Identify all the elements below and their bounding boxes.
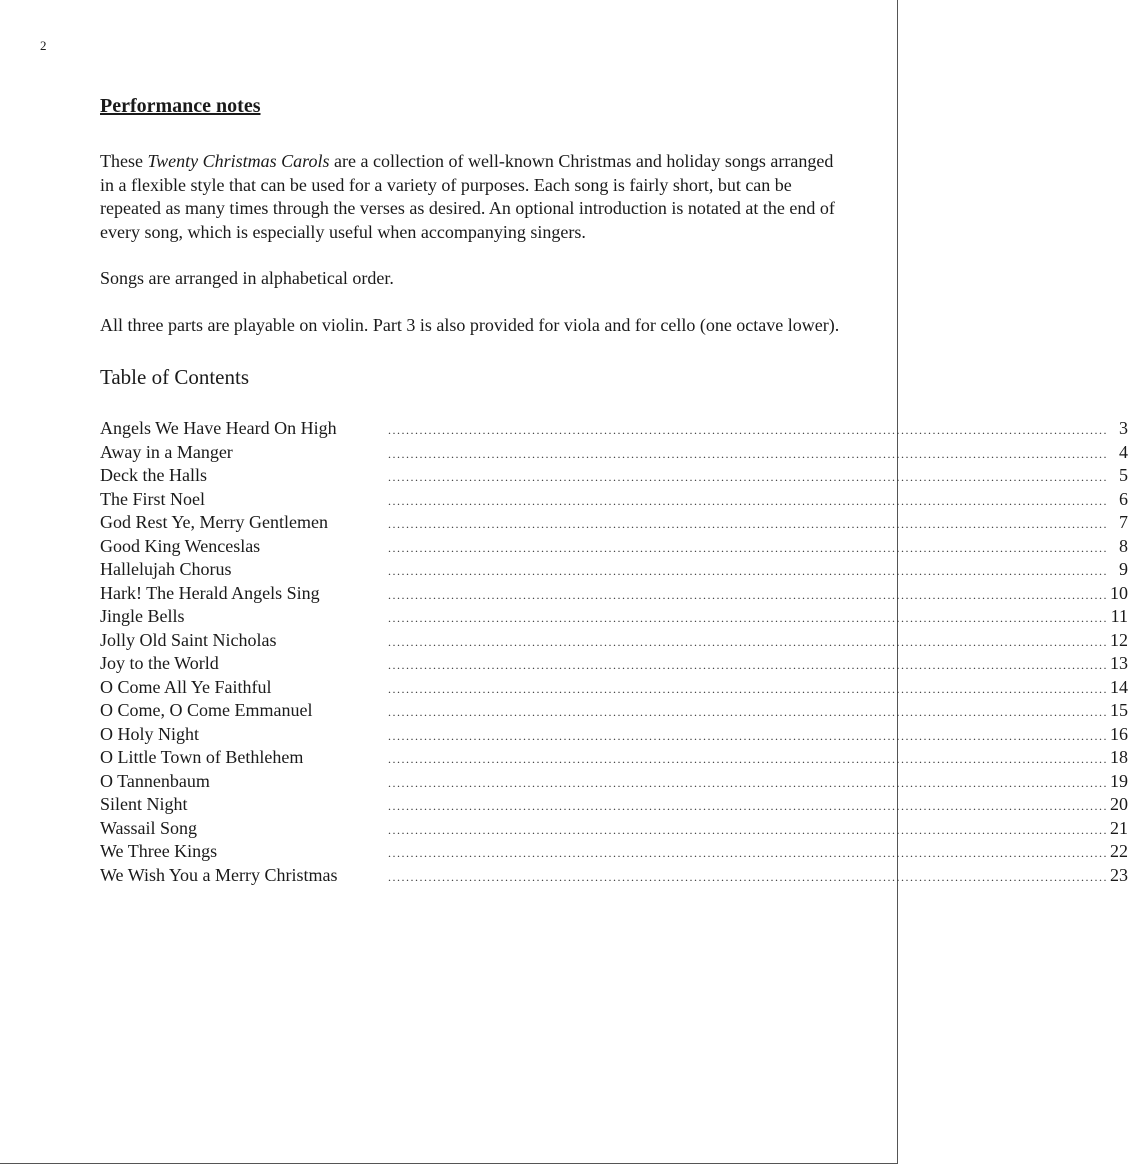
toc-entry <box>100 864 1128 888</box>
toc-entry-page: 3 <box>1119 418 1128 438</box>
toc-entry <box>100 417 1128 441</box>
toc-entry <box>100 699 1128 723</box>
toc-entry-leader <box>388 723 1128 749</box>
page-number: 2 <box>40 38 47 53</box>
toc-entry <box>100 464 1128 488</box>
toc-entry-title: Deck the Halls <box>100 465 207 485</box>
page-content <box>100 92 1128 887</box>
toc-entry-leader <box>388 676 1128 702</box>
toc-entry-page: 18 <box>1110 747 1128 767</box>
toc-entry-leader <box>388 535 1128 561</box>
toc-entry-page: 9 <box>1119 559 1128 579</box>
toc-entry-title: O Come, O Come Emmanuel <box>100 700 313 720</box>
toc-entry-title: Wassail Song <box>100 817 198 838</box>
toc-entry <box>100 582 1128 606</box>
toc-entry-title: Silent Night <box>100 794 188 814</box>
parts-paragraph: All three parts are playable on violin. Part 3 is also provided for viola and for cello (one octave lower). <box>100 314 840 335</box>
performance-notes-heading: Performance notes <box>100 95 261 117</box>
toc-entry-title: Angels We Have Heard On High <box>100 418 337 438</box>
toc-entry-leader <box>388 864 1128 890</box>
toc-entry-leader <box>388 464 1128 490</box>
toc-entry <box>100 558 1128 582</box>
table-of-contents <box>100 417 1128 887</box>
dot-leader: ................................................................................................................................................................ <box>388 587 1108 602</box>
toc-entry <box>100 723 1128 747</box>
toc-entry <box>100 676 1128 700</box>
collection-title: Twenty Christmas Carols <box>147 151 330 171</box>
toc-entry-leader <box>388 817 1128 843</box>
toc-entry-page: 6 <box>1119 488 1128 509</box>
dot-leader: ................................................................................................................................................................ <box>388 540 1108 555</box>
toc-entry-title: Hark! The Herald Angels Sing <box>100 582 320 603</box>
toc-entry-page: 23 <box>1110 864 1128 885</box>
toc-entry <box>100 441 1128 465</box>
toc-entry-leader <box>388 770 1128 796</box>
toc-entry <box>100 488 1128 512</box>
toc-entry-page: 16 <box>1110 723 1128 744</box>
dot-leader: ................................................................................................................................................................ <box>388 446 1108 461</box>
toc-entry-leader <box>388 699 1128 725</box>
toc-entry-page: 22 <box>1110 841 1128 861</box>
toc-entry <box>100 652 1128 676</box>
dot-leader: ................................................................................................................................................................ <box>388 493 1108 508</box>
toc-entry-leader <box>388 441 1128 467</box>
toc-entry-leader <box>388 417 1128 443</box>
intro-paragraph <box>100 150 840 244</box>
toc-entry-page: 15 <box>1110 700 1128 720</box>
dot-leader: ................................................................................................................................................................ <box>388 799 1108 813</box>
dot-leader: ................................................................................................................................................................ <box>388 658 1108 672</box>
toc-entry-leader <box>388 511 1128 537</box>
toc-entry-title: Good King Wenceslas <box>100 535 261 556</box>
toc-entry <box>100 605 1128 629</box>
dot-leader: ................................................................................................................................................................ <box>388 423 1108 437</box>
toc-entry-page: 5 <box>1119 465 1128 485</box>
toc-entry-page: 20 <box>1110 794 1128 814</box>
dot-leader: ................................................................................................................................................................ <box>388 752 1108 766</box>
toc-entry-leader <box>388 558 1128 584</box>
dot-leader: ................................................................................................................................................................ <box>388 634 1108 649</box>
intro-text-start: These <box>100 151 148 171</box>
dot-leader: ................................................................................................................................................................ <box>388 728 1108 743</box>
toc-entry <box>100 511 1128 535</box>
toc-entry <box>100 840 1128 864</box>
order-paragraph: Songs are arranged in alphabetical order. <box>100 268 394 288</box>
dot-leader: ................................................................................................................................................................ <box>388 611 1108 625</box>
toc-entry-title: Jolly Old Saint Nicholas <box>100 629 277 650</box>
toc-entry <box>100 535 1128 559</box>
toc-entry <box>100 793 1128 817</box>
toc-entry-title: Away in a Manger <box>100 441 233 462</box>
toc-entry-page: 8 <box>1119 535 1128 556</box>
toc-entry-title: God Rest Ye, Merry Gentlemen <box>100 512 328 532</box>
toc-entry-leader <box>388 746 1128 772</box>
toc-entry-title: Jingle Bells <box>100 606 185 626</box>
toc-entry-title: We Three Kings <box>100 841 218 861</box>
dot-leader: ................................................................................................................................................................ <box>388 564 1108 578</box>
toc-entry-page: 19 <box>1110 770 1128 791</box>
toc-entry-title: We Wish You a Merry Christmas <box>100 864 338 885</box>
toc-entry-leader <box>388 605 1128 631</box>
toc-entry-page: 21 <box>1110 817 1128 838</box>
toc-entry <box>100 770 1128 794</box>
toc-entry-title: Joy to the World <box>100 653 219 673</box>
toc-entry-title: The First Noel <box>100 488 205 509</box>
toc-entry-page: 12 <box>1110 629 1128 650</box>
toc-entry <box>100 629 1128 653</box>
toc-entry-leader <box>388 652 1128 678</box>
dot-leader: ................................................................................................................................................................ <box>388 846 1108 860</box>
dot-leader: ................................................................................................................................................................ <box>388 822 1108 837</box>
intro-text-rest: are a collection of well-known Christmas and holiday songs arranged in a flexible style that can be used for a variety of purposes. Each song is fairly short, but can be repeated as many times through the verses as desired. An optional introduction is notated at the end of every song, which is especially useful when accompanying singers. <box>100 151 835 242</box>
toc-entry-title: O Tannenbaum <box>100 770 210 791</box>
toc-entry-page: 4 <box>1119 441 1128 462</box>
toc-entry-title: Hallelujah Chorus <box>100 559 232 579</box>
toc-entry-leader <box>388 840 1128 866</box>
toc-entry-page: 7 <box>1119 512 1128 532</box>
dot-leader: ................................................................................................................................................................ <box>388 869 1108 884</box>
toc-heading: Table of Contents <box>100 365 249 389</box>
toc-entry <box>100 746 1128 770</box>
toc-entry-leader <box>388 582 1128 608</box>
toc-entry-page: 13 <box>1110 653 1128 673</box>
toc-entry-leader <box>388 629 1128 655</box>
toc-entry-title: O Come All Ye Faithful <box>100 676 272 697</box>
toc-entry-leader <box>388 793 1128 819</box>
toc-entry-title: O Little Town of Bethlehem <box>100 747 304 767</box>
toc-entry <box>100 817 1128 841</box>
toc-entry-leader <box>388 488 1128 514</box>
dot-leader: ................................................................................................................................................................ <box>388 517 1108 531</box>
toc-entry-page: 11 <box>1110 606 1128 626</box>
dot-leader: ................................................................................................................................................................ <box>388 775 1108 790</box>
dot-leader: ................................................................................................................................................................ <box>388 681 1108 696</box>
toc-entry-page: 14 <box>1110 676 1128 697</box>
toc-entry-page: 10 <box>1110 582 1128 603</box>
toc-entry-title: O Holy Night <box>100 723 199 744</box>
dot-leader: ................................................................................................................................................................ <box>388 705 1108 719</box>
dot-leader: ................................................................................................................................................................ <box>388 470 1108 484</box>
